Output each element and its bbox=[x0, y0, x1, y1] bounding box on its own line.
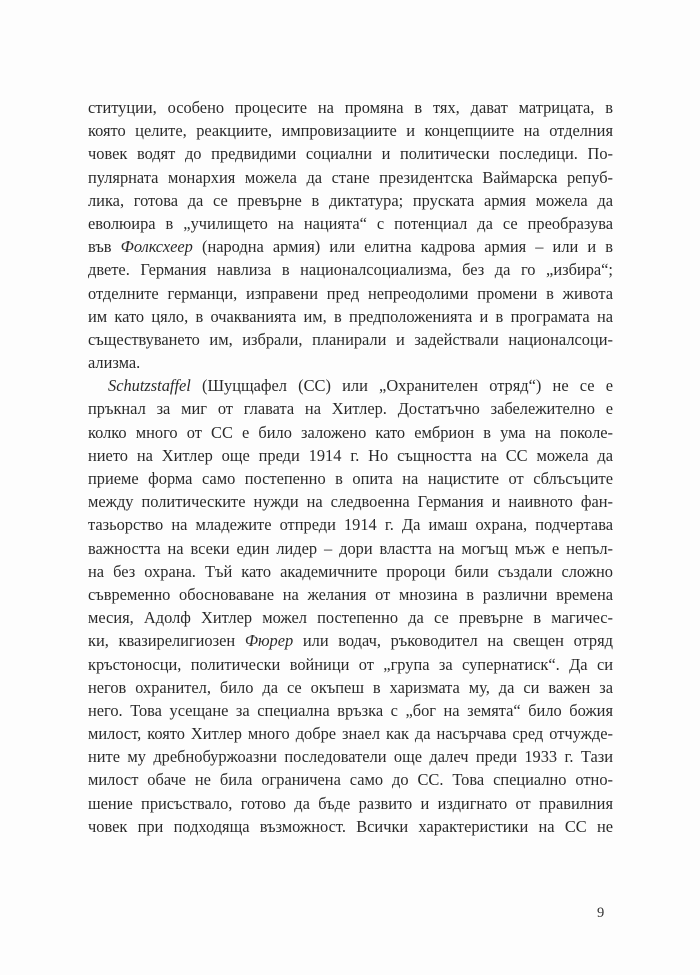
text-run: във bbox=[88, 237, 121, 257]
text-run: важността на всеки един лидер – дори властта на могъщ мъж е непъл- bbox=[88, 538, 613, 558]
text-run: месия, Адолф Хитлер можел постепенно да се превърне в магичес- bbox=[88, 608, 613, 628]
text-line bbox=[88, 676, 613, 699]
text-line bbox=[88, 258, 613, 281]
text-line bbox=[88, 745, 613, 768]
text-run: лика, готова да се превърне в диктатура; пруската армия можела да bbox=[88, 190, 613, 210]
text-run: или водач, ръководител на свещен отряд bbox=[293, 631, 613, 651]
text-run: шение присъствало, готово да бъде развито и издигнато от правилния bbox=[88, 793, 613, 813]
text-run: която целите, реакциите, импровизациите и концепциите на отделния bbox=[88, 121, 613, 141]
text-run: отделните германци, изправени пред непреодолими промени в живота bbox=[88, 283, 613, 303]
text-line bbox=[88, 212, 613, 235]
italic-text: Фюрер bbox=[244, 631, 294, 651]
italic-text: Фолксхеер bbox=[120, 237, 193, 257]
text-run: нието на Хитлер още преди 1914 г. Но същността на СС можела да bbox=[88, 445, 613, 465]
text-line bbox=[88, 305, 613, 328]
text-run: еволюира в „училището на нацията“ с потенциал да се преобразува bbox=[88, 213, 613, 233]
text-run: (народна армия) или елитна кадрова армия – или и в bbox=[192, 237, 613, 257]
text-run: ализма. bbox=[88, 353, 141, 373]
text-run: на без охрана. Тъй като академичните пророци били създали сложно bbox=[88, 561, 613, 581]
text-run: ституции, особено процесите на промяна в тях, дават матрицата, в bbox=[88, 98, 613, 117]
text-line bbox=[88, 513, 613, 536]
text-run: негов охранител, било да се окъпеш в харизмата му, да си важен за bbox=[88, 677, 613, 697]
text-run: между политическите нужди на следвоенна Германия и наивното фан- bbox=[88, 492, 613, 512]
text-line bbox=[88, 490, 613, 513]
text-run: ните му дребнобуржоазни последователи още далеч преди 1933 г. Тази bbox=[88, 747, 613, 767]
text-line bbox=[88, 444, 613, 467]
text-line bbox=[88, 328, 613, 351]
text-line bbox=[88, 282, 613, 305]
text-line bbox=[88, 537, 613, 560]
text-line bbox=[88, 792, 613, 815]
text-line bbox=[88, 815, 613, 838]
text-line bbox=[88, 629, 613, 652]
text-run: човек при подходяща възможност. Всички характеристики на СС не bbox=[88, 816, 613, 836]
text-run: него. Това усещане за специална връзка с „бог на земята“ било божия bbox=[88, 700, 613, 720]
text-line bbox=[88, 722, 613, 745]
text-run: милост, която Хитлер много добре знаел как да насърчава сред отчужде- bbox=[88, 724, 613, 744]
text-run: пръкнал за миг от главата на Хитлер. Достатъчно забележително е bbox=[88, 399, 613, 419]
text-run: милост обаче не била ограничена само до СС. Това специално отно- bbox=[88, 770, 613, 790]
text-line bbox=[88, 119, 613, 142]
text-run: колко много от СС е било заложено като ембрион в ума на поколе- bbox=[88, 422, 613, 442]
text-line bbox=[88, 397, 613, 420]
text-line bbox=[88, 189, 613, 212]
text-line bbox=[88, 467, 613, 490]
text-line bbox=[88, 699, 613, 722]
text-line bbox=[88, 166, 613, 189]
text-line bbox=[88, 421, 613, 444]
text-line bbox=[88, 351, 613, 374]
text-run: ки, квазирелигиозен bbox=[88, 631, 245, 651]
text-line bbox=[88, 583, 613, 606]
text-run: тазьорство на младежите отпреди 1914 г. Да имаш охрана, подчертава bbox=[88, 515, 613, 535]
text-line bbox=[88, 606, 613, 629]
text-line bbox=[88, 96, 613, 119]
text-line bbox=[88, 768, 613, 791]
text-line bbox=[88, 374, 613, 397]
text-run: приеме форма само постепенно в опита на нацистите от сблъсъците bbox=[88, 469, 613, 488]
text-line bbox=[88, 653, 613, 676]
body-text bbox=[88, 96, 613, 838]
text-line bbox=[88, 142, 613, 165]
italic-text: Schutzstaffel bbox=[108, 376, 191, 396]
text-run: съвременно обосноваване на желания от мнозина в различни времена bbox=[88, 584, 613, 604]
text-run: им като цяло, в очакванията им, в предположенията и в програмата на bbox=[88, 306, 613, 326]
text-run: пулярната монархия можела да стане президентска Ваймарска репуб- bbox=[88, 167, 613, 187]
text-run: човек водят до предвидими социални и политически последици. По- bbox=[88, 144, 613, 164]
text-run: (Шуцщафел (СС) или „Охранителен отряд“) не се е bbox=[190, 376, 613, 396]
text-line bbox=[88, 235, 613, 258]
text-line bbox=[88, 560, 613, 583]
text-run: двете. Германия навлиза в националсоциализма, без да го „избира“; bbox=[88, 260, 613, 280]
text-run: съществуването им, избрали, планирали и задействали националсоци- bbox=[88, 329, 613, 349]
text-run: кръстоносци, политически войници от „група за супернатиск“. Да си bbox=[88, 654, 613, 674]
page-number: 9 bbox=[597, 905, 605, 921]
